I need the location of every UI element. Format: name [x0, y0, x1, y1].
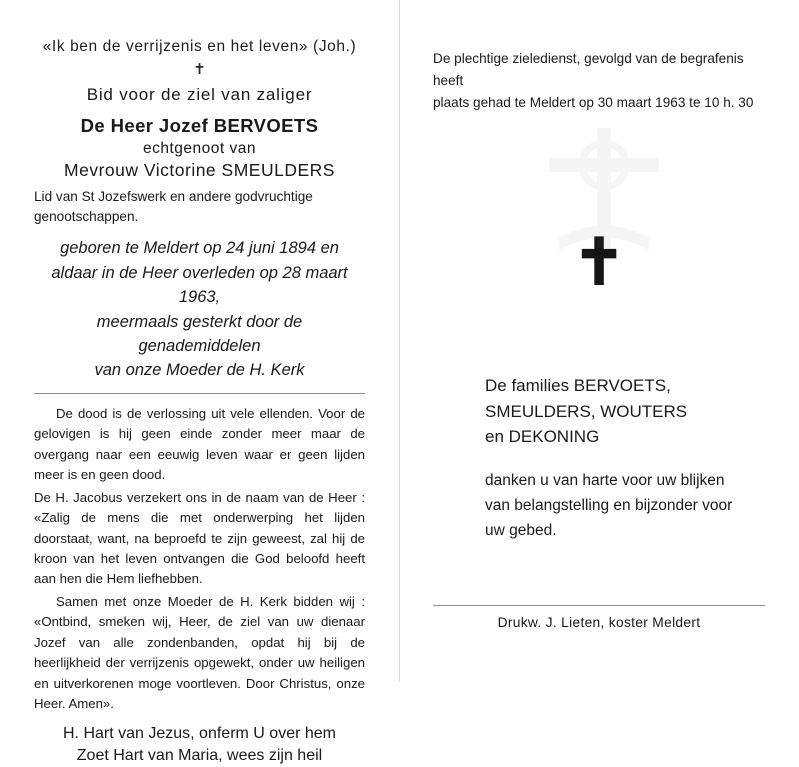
life-dates-line-2: aldaar in de Heer overleden op 28 maart 1963,: [51, 263, 348, 307]
funeral-service-line-1: De plechtige zieledienst, gevolgd van de begrafenis heeft: [433, 51, 744, 88]
life-dates-line-4: van onze Moeder de H. Kerk: [94, 361, 305, 380]
large-cross-icon: ✝: [572, 227, 626, 299]
printer-credit: Drukw. J. Lieten, koster Meldert: [497, 615, 701, 631]
deceased-name: De Heer Jozef BERVOETS: [80, 115, 319, 136]
funeral-service-note: [433, 48, 765, 113]
thank-you-message: [433, 468, 765, 543]
prayer-invitation: Bid voor de ziel van zaliger: [86, 85, 313, 104]
divider: [34, 393, 365, 394]
thank-you-line-2: van belangstelling en bijzonder voor: [485, 496, 733, 514]
family-names: [433, 373, 765, 450]
family-names-line-1: De families BERVOETS,: [485, 376, 671, 396]
spouse-relation: echtgenoot van: [142, 140, 256, 157]
spouse-name: Mevrouw Victorine SMEULDERS: [64, 160, 335, 180]
card-right-page: [399, 0, 799, 682]
memorial-paragraph: Samen met onze Moeder de H. Kerk bidden wij : «Ontbind, smeken wij, Heer, de ziel van uw dienaar Jozef van alle zondenbanden, opdat hij bij de heerlijkheid der verrijzenis opgewekt, onder uw heiligen en uitverkorenen moge voortleven. Door Christus, onze Heer. Amen».: [34, 593, 365, 712]
closing-prayer-line-2: Zoet Hart van Maria, wees zijn heil: [76, 747, 323, 765]
life-dates: [34, 236, 365, 382]
funeral-service-line-2: plaats gehad te Meldert op 30 maart 1963 te 10 h. 30: [433, 94, 754, 110]
family-names-line-3: en DEKONING: [485, 427, 600, 447]
closing-prayer-line-1: H. Hart van Jezus, onferm U over hem: [63, 724, 336, 742]
life-dates-line-3: meermaals gesterkt door de genademiddelen: [96, 312, 303, 356]
memorial-paragraph: De dood is de verlossing uit vele ellenden. Voor de gelovigen is hij geen einde zonder meer maar de overgang naar een eeuwig leven waar er geen lijden meer is en geen dood.: [34, 405, 365, 483]
membership-note: Lid van St Jozefswerk en andere godvruchtige genootschappen.: [34, 189, 313, 224]
card-left-page: [0, 0, 399, 765]
memorial-paragraph: De H. Jacobus verzekert ons in de naam van de Heer : «Zalig de mens die met onderwerping het lijden doorstaat, want, na beproefd te zijn geweest, zal hij de kroon van het leven ontvangen die God beloofd heeft aan hen die Hem liefhebben.: [34, 489, 365, 587]
divider: [433, 605, 765, 606]
thank-you-line-3: uw gebed.: [485, 521, 557, 539]
thank-you-line-1: danken u van harte voor uw blijken: [485, 471, 725, 489]
scripture-verse: «Ik ben de verrijzenis en het leven» (Joh.): [42, 38, 357, 55]
life-dates-line-1: geboren te Meldert op 24 juni 1894 en: [60, 239, 339, 258]
cross-icon: ✝: [193, 61, 206, 78]
closing-prayer: [34, 723, 365, 767]
family-names-line-2: SMEULDERS, WOUTERS: [485, 401, 688, 421]
